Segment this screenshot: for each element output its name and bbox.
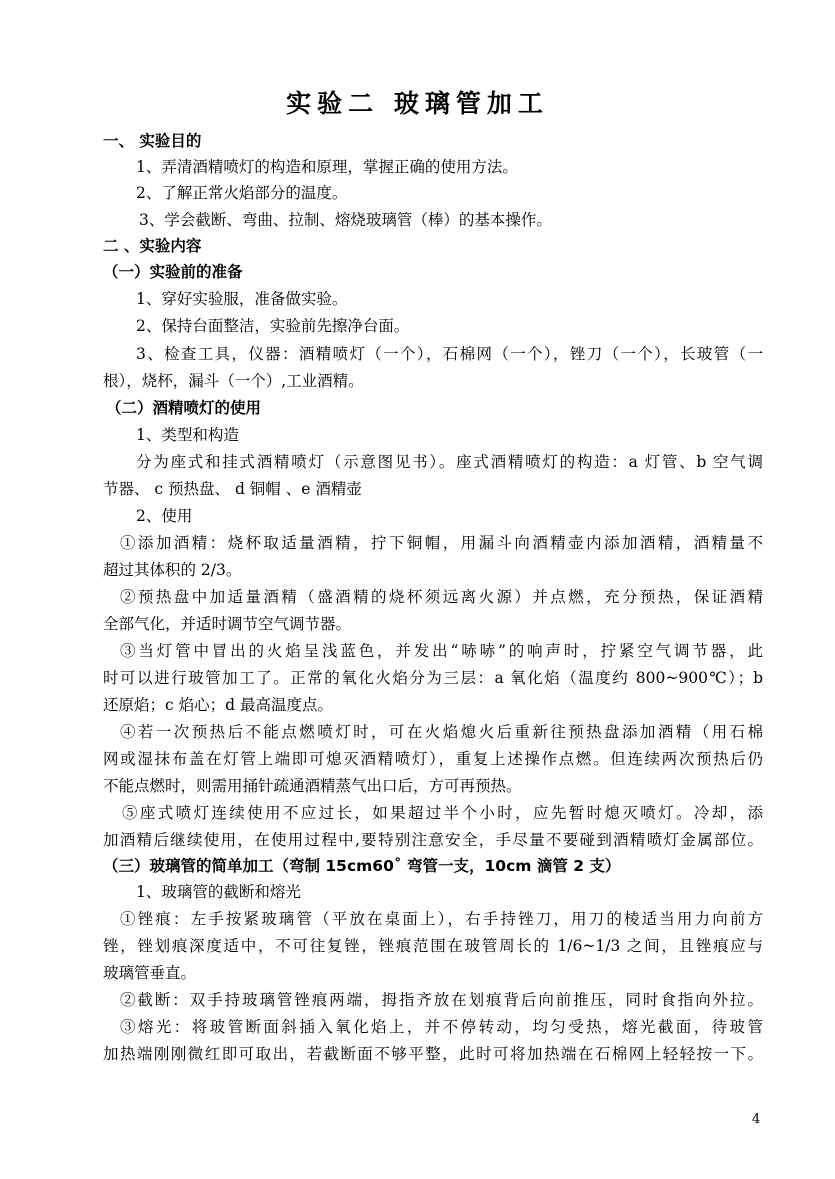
page-number: 4 bbox=[752, 1112, 761, 1127]
subsection-heading: （二）酒精喷灯的使用 bbox=[106, 399, 262, 417]
text-line: 1、穿好实验服，准备做实验。 bbox=[136, 290, 348, 308]
text-line: 超过其体积的 2/3。 bbox=[103, 561, 242, 579]
text-line: ③当灯管中冒出的火焰呈浅蓝色，并发出“哧哧”的响声时，拧紧空气调节器，此 bbox=[120, 642, 763, 660]
text-line: 3、检查工具，仪器：酒精喷灯（一个），石棉网（一个），锉刀（一个），长玻管（一 bbox=[136, 345, 763, 363]
text-line: 时可以进行玻管加工了。正常的氧化火焰分为三层：a 氧化焰（温度约 800~900℃）；b bbox=[103, 669, 763, 687]
text-line: 加热端刚刚微红即可取出，若截断面不够平整，此时可将加热端在石棉网上轻轻按一下。 bbox=[103, 1045, 763, 1063]
text-line: 分为座式和挂式酒精喷灯（示意图见书）。座式酒精喷灯的构造：a 灯管、b 空气调 bbox=[136, 453, 763, 471]
page-title: 实验二 玻璃管加工 bbox=[286, 89, 549, 118]
text-line: 2、了解正常火焰部分的温度。 bbox=[136, 184, 348, 202]
text-line: 根），烧杯，漏斗（一个）,工业酒精。 bbox=[103, 372, 364, 390]
text-line: ②预热盘中加适量酒精（盛酒精的烧杯须远离火源）并点燃，充分预热，保证酒精 bbox=[120, 588, 763, 606]
text-line: 2、保持台面整洁，实验前先擦净台面。 bbox=[136, 317, 410, 335]
section-heading: 二 、实验内容 bbox=[103, 237, 202, 255]
text-line: 3、学会截断、弯曲、拉制、熔烧玻璃管（棒）的基本操作。 bbox=[139, 211, 552, 229]
text-line: 不能点燃时，则需用捅针疏通酒精蒸气出口后，方可再预热。 bbox=[103, 777, 522, 795]
text-line: ①添加酒精：烧杯取适量酒精，拧下铜帽，用漏斗向酒精壶内添加酒精，酒精量不 bbox=[120, 534, 763, 552]
subsection-heading: （一）实验前的准备 bbox=[103, 263, 243, 281]
text-line: ①锉痕：左手按紧玻璃管（平放在桌面上），右手持锉刀，用刀的棱适当用力向前方 bbox=[120, 910, 763, 928]
text-line: ②截断：双手持玻璃管锉痕两端，拇指齐放在划痕背后向前推压，同时食指向外拉。 bbox=[120, 991, 763, 1009]
text-line: ④若一次预热后不能点燃喷灯时，可在火焰熄火后重新往预热盘添加酒精（用石棉 bbox=[120, 723, 763, 741]
text-line: 1、玻璃管的截断和熔光 bbox=[136, 883, 301, 901]
text-line: ③熔光：将玻管断面斜插入氧化焰上，并不停转动，均匀受热，熔光截面，待玻管 bbox=[120, 1018, 763, 1036]
text-line: 全部气化，并适时调节空气调节器。 bbox=[103, 615, 352, 633]
text-line: 锉，锉划痕深度适中，不可往复锉，锉痕范围在玻管周长的 1/6~1/3 之间，且锉痕应与 bbox=[103, 937, 763, 955]
text-line: 玻璃管垂直。 bbox=[103, 964, 197, 982]
section-heading: 一、 实验目的 bbox=[103, 132, 202, 150]
text-line: 1、类型和构造 bbox=[136, 426, 239, 444]
text-line: 加酒精后继续使用，在使用过程中,要特别注意安全，手尽量不要碰到酒精喷灯金属部位。 bbox=[103, 831, 763, 849]
text-line: 2、使用 bbox=[136, 507, 193, 525]
text-line: ⑤座式喷灯连续使用不应过长，如果超过半个小时，应先暂时熄灭喷灯。冷却，添 bbox=[122, 804, 763, 822]
subsection-heading: （三）玻璃管的简单加工（弯制 15cm60˚ 弯管一支，10cm 滴管 2 支） bbox=[103, 857, 621, 875]
text-line: 1、弄清酒精喷灯的构造和原理，掌握正确的使用方法。 bbox=[136, 158, 518, 176]
text-line: 网或湿抹布盖在灯管上端即可熄灭酒精喷灯），重复上述操作点燃。但连续两次预热后仍 bbox=[103, 750, 763, 768]
text-line: 节器、 c 预热盘、 d 铜帽 、e 酒精壶 bbox=[103, 480, 362, 498]
text-line: 还原焰；c 焰心；d 最高温度点。 bbox=[103, 696, 333, 714]
